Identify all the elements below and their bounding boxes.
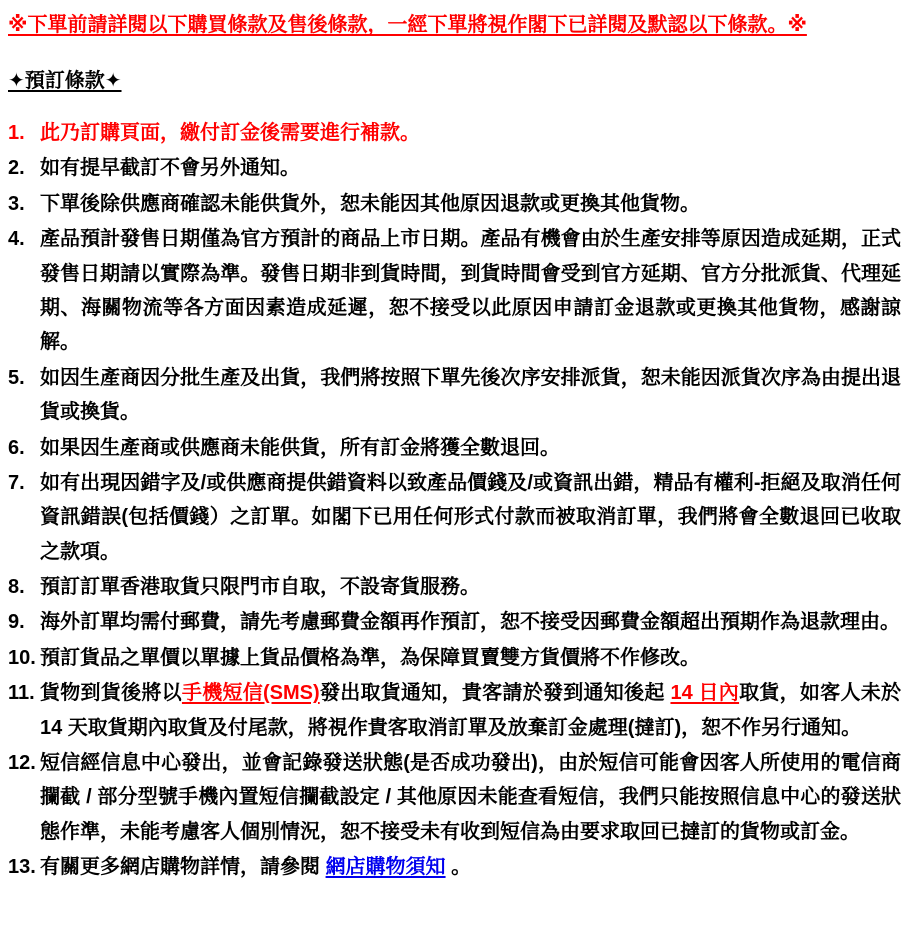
term-number: 1. — [8, 122, 25, 144]
term-text — [40, 676, 903, 745]
shop-guide-link[interactable]: 網店購物須知 — [325, 856, 446, 879]
term-text — [40, 641, 903, 675]
term-number: 2. — [8, 157, 25, 180]
term-number: 5. — [8, 366, 25, 389]
term-number: 6. — [8, 436, 25, 459]
term-item-8 — [8, 570, 903, 604]
term-text — [40, 222, 903, 360]
term-text — [40, 466, 903, 569]
text-segment: 下單後除供應商確認未能供貨外，恕未能因其他原因退款或更換其他貨物。 — [40, 192, 700, 215]
text-segment: 有關更多網店購物詳情，請參閱 — [40, 856, 326, 879]
term-text — [40, 151, 903, 185]
term-number: 3. — [8, 192, 25, 215]
term-number: 11. — [8, 682, 35, 705]
term-item-9 — [8, 605, 903, 639]
term-text — [40, 361, 903, 430]
text-segment: 預訂訂單香港取貨只限門市自取，不設寄貨服務。 — [40, 576, 480, 599]
term-item-10 — [8, 641, 903, 675]
section-header-preorder-terms: ✦預訂條款✦ — [8, 70, 122, 92]
term-text — [40, 431, 903, 465]
sms-highlight: 手機短信(SMS) — [181, 682, 320, 705]
term-number: 12. — [8, 752, 36, 775]
text-segment: 預訂貨品之單價以單據上貨品價格為準，為保障買賣雙方貨價將不作修改。 — [40, 646, 700, 669]
text-segment: 取貨，如客人未於 14 天取貨期內取貨及付尾款，將視作貴客取消訂單及放棄訂金處理(撻訂)，恕不作另行通知。 — [40, 682, 901, 739]
text-segment: 短信經信息中心發出，並會記錄發送狀態(是否成功發出)，由於短信可能會因客人所使用的電信商攔截 / 部分型號手機內置短信攔截設定 / 其他原因未能查看短信，我們只能按照信息中心的發送狀態作準，未能考慮客人個別情況，恕不接受未有收到短信為由要求取回已撻訂的貨物或訂金。 — [40, 752, 901, 843]
term-text — [40, 850, 903, 884]
term-text — [40, 570, 903, 604]
term-number: 13. — [8, 856, 36, 879]
term-item-2 — [8, 151, 903, 185]
term-item-1 — [8, 116, 903, 150]
text-segment: 海外訂單均需付郵費，請先考慮郵費金額再作預訂，恕不接受因郵費金額超出預期作為退款理由。 — [40, 611, 900, 634]
term-number: 10. — [8, 646, 36, 669]
text-segment: 如果因生產商或供應商未能供貨，所有訂金將獲全數退回。 — [40, 436, 560, 459]
text-segment: 如有出現因錯字及/或供應商提供錯資料以致產品價錢及/或資訊出錯，精品有權利-拒絕及取消任何資訊錯誤(包括價錢）之訂單。如閣下已用任何形式付款而被取消訂單，我們將會全數退回已收取之款項。 — [40, 471, 901, 563]
term-number: 4. — [8, 228, 25, 251]
term-item-7 — [8, 466, 903, 569]
term-number: 7. — [8, 471, 25, 494]
text-segment: 發出取貨通知，貴客請於發到通知後起 — [319, 682, 671, 705]
term-number: 9. — [8, 611, 25, 634]
term-item-6 — [8, 431, 903, 465]
text-segment: 此乃訂購頁面，繳付訂金後需要進行補款。 — [40, 122, 420, 144]
term-text — [40, 187, 903, 221]
term-item-4 — [8, 222, 903, 360]
term-text — [40, 746, 903, 849]
term-number: 8. — [8, 576, 25, 599]
text-segment: 如有提早截訂不會另外通知。 — [40, 157, 300, 180]
term-item-13 — [8, 850, 903, 884]
term-text — [40, 605, 903, 639]
term-item-3 — [8, 187, 903, 221]
page-title: ※下單前請詳閱以下購買條款及售後條款，一經下單將視作閣下已詳閱及默認以下條款。※ — [8, 14, 807, 36]
term-item-11 — [8, 676, 903, 745]
deadline-highlight: 14 日內 — [670, 682, 740, 705]
term-item-12 — [8, 746, 903, 849]
text-segment: 。 — [445, 856, 472, 879]
text-segment: 如因生產商因分批生產及出貨，我們將按照下單先後次序安排派貨，恕未能因派貨次序為由提出退貨或換貨。 — [40, 366, 901, 424]
text-segment: 產品預計發售日期僅為官方預計的商品上市日期。產品有機會由於生產安排等原因造成延期，正式發售日期請以實際為準。發售日期非到貨時間，到貨時間會受到官方延期、官方分批派貨、代理延期、海關物流等各方面因素造成延遲，恕不接受以此原因申請訂金退款或更換其他貨物，感謝諒解。 — [40, 228, 901, 354]
term-text — [40, 116, 903, 150]
terms-list — [8, 116, 903, 885]
term-item-5 — [8, 361, 903, 430]
text-segment: 貨物到貨後將以 — [40, 682, 182, 705]
